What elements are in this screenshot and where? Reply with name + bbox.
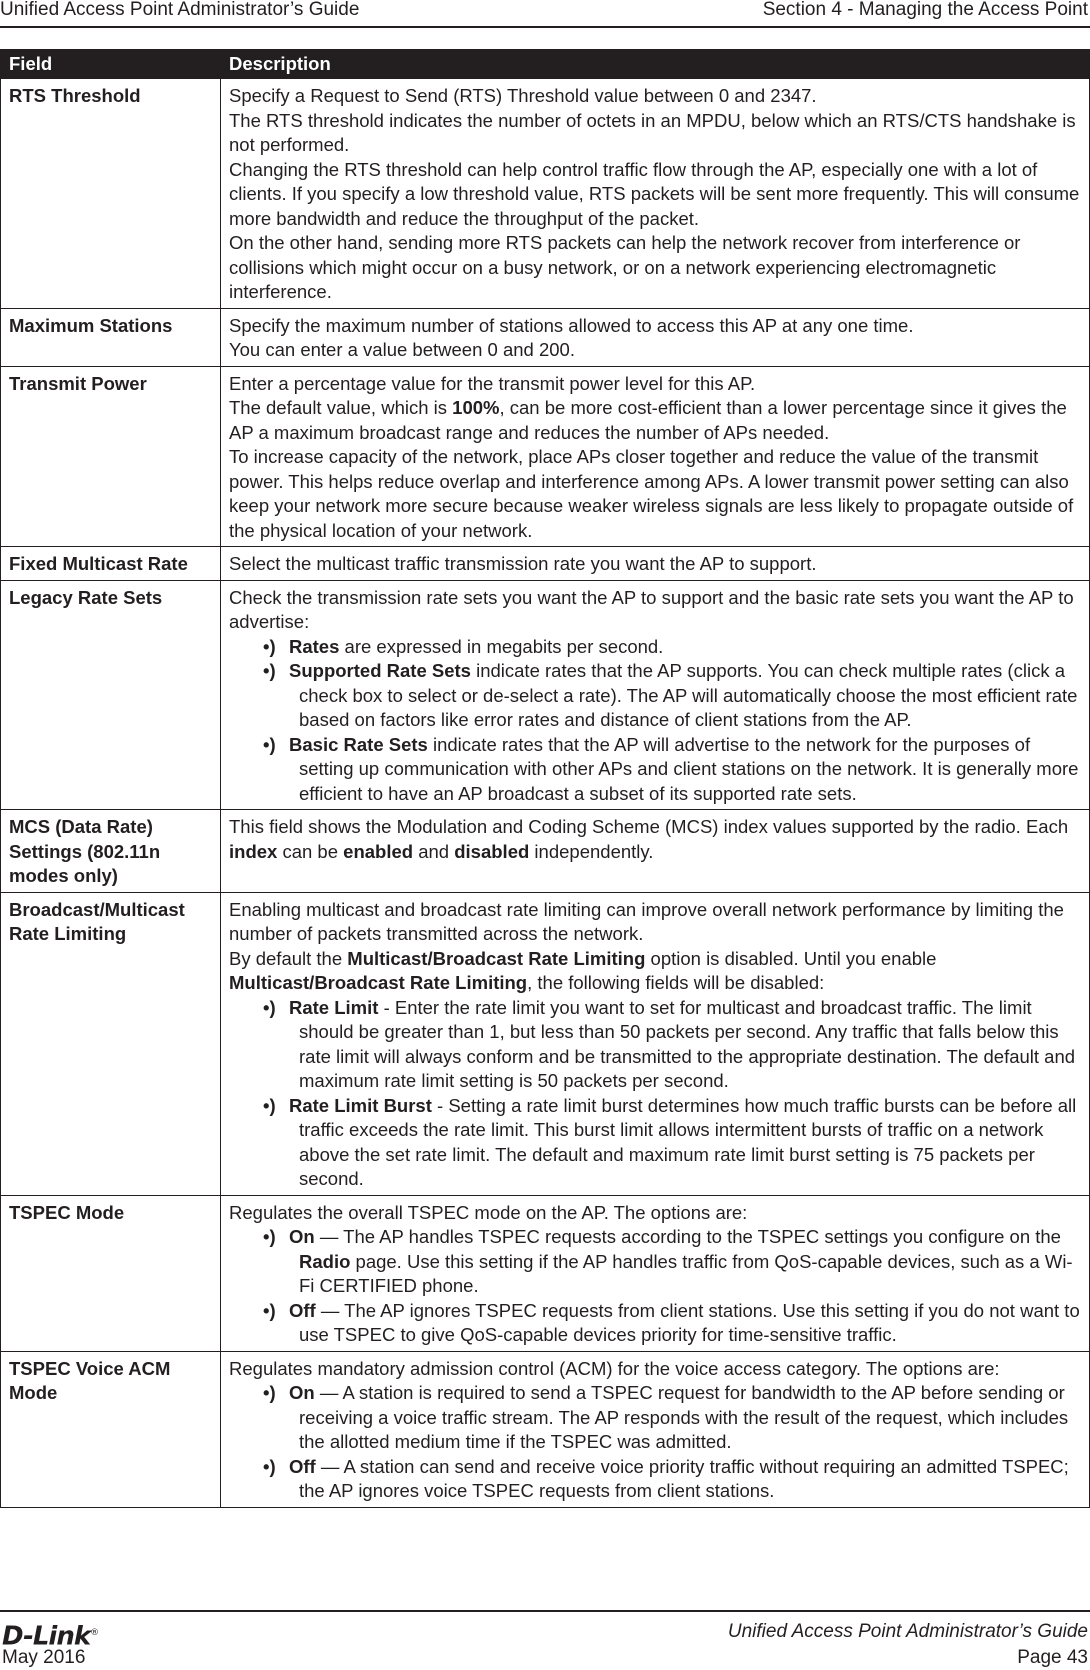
field-description-maximum-stations: [221, 308, 1090, 366]
field-name-line: TSPEC Voice ACM: [9, 1357, 171, 1379]
field-name-tspec-mode: TSPEC Mode: [1, 1195, 221, 1351]
page-header: [0, 0, 1090, 28]
description-line: [229, 815, 1083, 864]
bullet-item: [229, 1094, 1083, 1192]
bullet-marker: •): [263, 996, 276, 1018]
table-row: [1, 892, 1090, 1195]
bullet-term: Rate Limit Burst: [289, 1094, 432, 1116]
page-number: Page 43: [1017, 1647, 1088, 1668]
field-name-line: Mode: [9, 1382, 58, 1403]
bullet-text: indicate rates that the AP will advertise to the network for the purposes of setting up communication with other APs and client stations on the network. It is generally more efficient to have an AP broadcast a subset of its supported rate sets.: [299, 733, 1079, 804]
bullet-item: [229, 635, 1083, 660]
bullet-term: Basic Rate Sets: [289, 733, 428, 755]
radio-page-emphasis: Radio: [299, 1250, 351, 1272]
text-span: and: [413, 840, 455, 862]
field-name-maximum-stations: Maximum Stations: [1, 308, 221, 366]
header-section-title: Section 4 - Managing the Access Point: [762, 0, 1088, 20]
bullet-term: Rates: [289, 635, 340, 657]
description-line: On the other hand, sending more RTS packets can help the network recover from interference or collisions which might occur on a busy network, or on a network experiencing electromagnetic interference.: [229, 232, 1021, 302]
text-span: The default value, which is: [229, 397, 453, 418]
bullet-text: are expressed in megabits per second.: [339, 635, 664, 657]
description-line: The RTS threshold indicates the number of octets in an MPDU, below which an RTS/CTS handshake is not performed.: [229, 109, 1076, 155]
description-line: [229, 396, 1083, 445]
field-name-mcs-settings: [1, 810, 221, 893]
description-line: Specify a Request to Send (RTS) Threshold value between 0 and 2347.: [229, 85, 817, 106]
bullet-item: [229, 996, 1083, 1094]
default-value-emphasis: 100%: [452, 397, 500, 418]
option-name-emphasis: Multicast/Broadcast Rate Limiting: [229, 972, 528, 993]
description-line: Regulates the overall TSPEC mode on the AP. The options are:: [229, 1201, 748, 1223]
bullet-marker: •): [263, 660, 276, 681]
table-row: [1, 366, 1090, 547]
field-description-table: [0, 49, 1090, 1508]
header-guide-title: Unified Access Point Administrator’s Guide: [0, 0, 360, 20]
bullet-text: — A station can send and receive voice priority traffic without requiring an admitted TSPEC; the AP ignores voice TSPEC requests from client stations.: [299, 1455, 1069, 1501]
field-description-mcs-settings: [221, 810, 1090, 893]
table-row: [1, 308, 1090, 366]
bullet-item: [229, 1381, 1083, 1455]
table-header-row: [1, 50, 1090, 79]
description-line: To increase capacity of the network, place APs closer together and reduce the value of the transmit power. This helps reduce overlap and interference among APs. A lower transmit power setting can also keep your network more secure because weaker wireless signals are less likely to propagate outside of the physical location of your network.: [229, 446, 1074, 541]
bullet-text: indicate rates that the AP supports. You can check multiple rates (click a check box to select or de-select a rate). The AP will automatically choose the most efficient rate based on factors like error rates and distance of client stations from the AP.: [299, 660, 1078, 730]
table-row: [1, 547, 1090, 581]
field-description-fixed-multicast-rate: [221, 547, 1090, 581]
table-row: [1, 580, 1090, 810]
table-row: [1, 1351, 1090, 1507]
bullet-text: page. Use this setting if the AP handles traffic from QoS-capable devices, such as a Wi-Fi CERTIFIED phone.: [299, 1250, 1073, 1296]
bullet-item: [229, 733, 1083, 807]
dlink-logo: [2, 1620, 99, 1650]
field-description-legacy-rate-sets: [221, 580, 1090, 810]
column-header-description: Description: [221, 50, 1090, 79]
description-line: Specify the maximum number of stations allowed to access this AP at any one time.: [229, 314, 914, 336]
emphasis-disabled: disabled: [454, 840, 530, 862]
bullet-text: — A station is required to send a TSPEC request for bandwidth to the AP before sending or receiving a voice traffic stream. The AP responds with the result of the request, which includes the allotted medium time if the TSPEC was admitted.: [299, 1382, 1069, 1452]
field-name-line: MCS (Data Rate): [9, 816, 153, 837]
description-line: Changing the RTS threshold can help control traffic flow through the AP, especially one with a lot of clients. If you specify a low threshold value, RTS packets will be sent more frequently. This will consume more bandwidth and reduce the throughput of the packet.: [229, 158, 1080, 229]
bullet-text: - Enter the rate limit you want to set for multicast and broadcast traffic. The limit should be greater than 1, but less than 50 packets per second. Any traffic that falls below this rate limit will always conform and be transmitted to the appropriate destination. The default and maximum rate limit setting is 50 packets per second.: [299, 996, 1076, 1091]
bullet-term: Off: [289, 1455, 316, 1477]
bullet-text: — The AP handles TSPEC requests according to the TSPEC settings you configure on the: [314, 1226, 1061, 1247]
description-line: [229, 947, 1083, 996]
description-line: Check the transmission rate sets you want the AP to support and the basic rate sets you want the AP to advertise:: [229, 586, 1074, 632]
footer-date: May 2016: [2, 1647, 86, 1668]
bullet-item: [229, 1299, 1083, 1348]
bullet-marker: •): [263, 1299, 276, 1321]
field-description-transmit-power: [221, 366, 1090, 547]
field-name-rts-threshold: RTS Threshold: [1, 79, 221, 309]
bullet-term: On: [289, 1226, 315, 1247]
text-span: This field shows the Modulation and Coding Scheme (MCS) index values supported by the radio. Each: [229, 816, 1069, 837]
bullet-marker: •): [263, 1455, 276, 1477]
field-name-broadcast-multicast-rate-limiting: [1, 892, 221, 1195]
text-span: , can be more cost-efficient than a lower percentage since it gives the AP a maximum broadcast range and reduces the number of APs needed.: [229, 397, 1067, 443]
field-description-rts-threshold: [221, 79, 1090, 309]
table-row: [1, 1195, 1090, 1351]
bullet-marker: •): [263, 1382, 276, 1403]
bullet-item: [229, 1225, 1083, 1299]
bullet-item: [229, 1455, 1083, 1504]
text-span: , the following fields will be disabled:: [527, 972, 825, 993]
bullet-term: Rate Limit: [289, 996, 379, 1018]
text-span: option is disabled. Until you enable: [645, 947, 937, 969]
field-name-line: modes only): [9, 865, 118, 886]
bullet-text: — The AP ignores TSPEC requests from client stations. Use this setting if you do not want to use TSPEC to give QoS-capable devices priority for time-sensitive traffic.: [299, 1299, 1080, 1345]
footer-guide-title: Unified Access Point Administrator’s Guide: [727, 1621, 1088, 1642]
option-name-emphasis: Multicast/Broadcast Rate Limiting: [347, 947, 646, 969]
text-span: independently.: [529, 840, 654, 862]
bullet-marker: •): [263, 635, 276, 657]
emphasis-index: index: [229, 840, 278, 862]
bullet-marker: •): [263, 1094, 276, 1116]
description-line: Regulates mandatory admission control (ACM) for the voice access category. The options are:: [229, 1357, 1000, 1379]
field-description-tspec-mode: [221, 1195, 1090, 1351]
logo-text: D-Link: [2, 1621, 91, 1652]
emphasis-enabled: enabled: [343, 840, 414, 862]
bullet-marker: •): [263, 733, 276, 755]
bullet-term: Off: [289, 1299, 316, 1321]
field-description-tspec-voice-acm-mode: [221, 1351, 1090, 1507]
bullet-text: - Setting a rate limit burst determines how much traffic bursts can be before all traffic exceeds the rate limit. This burst limit allows intermittent bursts of traffic on a network above the set rate limit. The default and maximum rate limit burst setting is 75 packets per second.: [299, 1094, 1077, 1189]
bullet-term: On: [289, 1382, 315, 1403]
text-span: By default the: [229, 947, 348, 969]
field-name-legacy-rate-sets: Legacy Rate Sets: [1, 580, 221, 810]
table-row: [1, 79, 1090, 309]
field-name-transmit-power: Transmit Power: [1, 366, 221, 547]
text-span: can be: [277, 840, 344, 862]
description-line: Select the multicast traffic transmission rate you want the AP to support.: [229, 553, 817, 574]
bullet-item: [229, 659, 1083, 733]
column-header-field: Field: [1, 50, 221, 79]
field-name-line: Settings (802.11n: [9, 840, 161, 862]
field-name-line: Broadcast/Multicast: [9, 898, 185, 920]
bullet-marker: •): [263, 1226, 276, 1247]
registered-mark: ®: [90, 1628, 100, 1638]
description-line: Enter a percentage value for the transmit power level for this AP.: [229, 372, 756, 394]
field-name-fixed-multicast-rate: Fixed Multicast Rate: [1, 547, 221, 581]
bullet-term: Supported Rate Sets: [289, 660, 471, 681]
description-line: Enabling multicast and broadcast rate limiting can improve overall network performance by limiting the number of packets transmitted across the network.: [229, 898, 1064, 944]
field-name-line: Rate Limiting: [9, 923, 127, 944]
description-line: You can enter a value between 0 and 200.: [229, 339, 575, 360]
page-footer: [0, 1610, 1090, 1670]
field-name-tspec-voice-acm-mode: [1, 1351, 221, 1507]
table-row: [1, 810, 1090, 893]
field-description-broadcast-multicast-rate-limiting: [221, 892, 1090, 1195]
